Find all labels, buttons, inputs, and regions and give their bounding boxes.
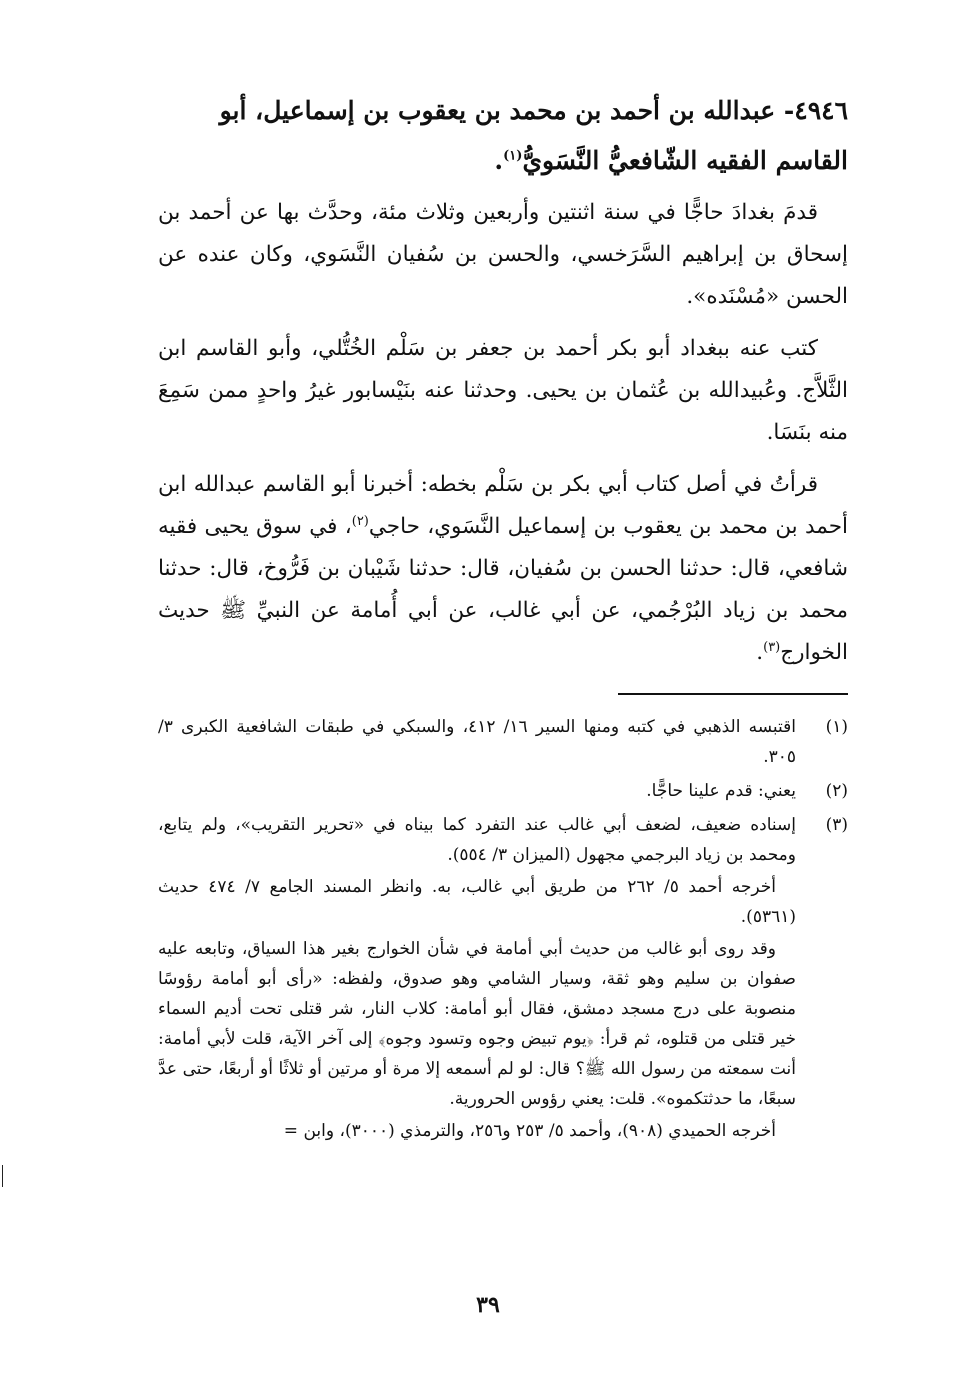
footnote-3-text-1: إسناده ضعيف، لضعف أبي غالب عند التفرد كما بيناه في «تحرير التقريب»، ولم يتابع، ومحمد بن زياد البرجمي مجهول (الميزان ٣/ ٥٥٤). xyxy=(158,815,796,865)
paragraph-3-text-a: قرأتُ في أصل كتاب أبي بكر بن سَلْم بخطه: أخبرنا أبو القاسم عبدالله ابن أحمد بن محمد بن يعقوب بن إسماعيل النَّسَوي، حاجي xyxy=(158,472,848,539)
biography-entry-heading xyxy=(158,86,848,186)
paragraph-3 xyxy=(158,464,848,674)
heading-line-1: ٤٩٤٦- عبدالله بن أحمد بن محمد بن يعقوب بن إسماعيل، أبو xyxy=(219,96,848,125)
footnote-3-number: (٣) xyxy=(825,815,848,835)
footnotes-section xyxy=(158,712,848,1150)
footnote-3-text-4: أخرجه الحميدي (٩٠٨)، وأحمد ٥/ ٢٥٣ و٢٥٦، والترمذي (٣٠٠٠)، وابن = xyxy=(283,1121,776,1141)
footnote-1-number: (١) xyxy=(825,717,848,737)
footnote-1-text: اقتبسه الذهبي في كتبه ومنها السير ١٦/ ٤١٢، والسبكي في طبقات الشافعية الكبرى ٣/ ٣٠٥. xyxy=(158,717,796,767)
paragraph-2: كتب عنه ببغداد أبو بكر أحمد بن جعفر بن سَلْم الخُتُّلي، وأبو القاسم ابن الثَّلاَّج. وعُبيدالله بن عُثمان بن يحيى. وحدثنا عنه بنَيْسابور غيرُ واحدٍ ممن سَمِعَ منه بنَسَا. xyxy=(158,336,848,445)
footnote-ref-3[interactable]: (٣) xyxy=(763,639,781,655)
footnote-3-text-2: أخرجه أحمد ٥/ ٢٦٢ من طريق أبي غالب، به. وانظر المسند الجامع ٧/ ٤٧٤ حديث (٥٣٦١). xyxy=(158,877,796,927)
footnote-2-text: يعني: قدم علينا حاجًّا. xyxy=(646,781,796,801)
heading-end: . xyxy=(494,146,504,175)
footnote-3-text-3: وقد روى أبو غالب من حديث أبي أمامة في شأن الخوارج بغير هذا السياق، وتابعه عليه صفوان بن سليم وهو ثقة، وسيار الشامي وهو صدوق، ولفظه: «رأى أبو أمامة رؤوسًا منصوبة على درج مسجد دمشق، فقال أبو أمامة: كلاب النار، شر قتلى تحت أديم السماء خير قتلى من قتلوه، ثم قرأ: ﴿يوم تبيض وجوه وتسود وجوه﴾ إلى آخر الآية، قلت لأبي أمامة: أنت سمعته من رسول الله ﷺ؟ قال: لو لم أسمعه إلا مرة أو مرتين أو ثلاثًا أو أربعًا، حتى عدَّ سبعًا، ما حدثتكموه». قلت: يعني رؤوس الحرورية. xyxy=(158,939,796,1109)
heading-line-2: القاسم الفقيه الشّافعيُّ النَّسَويُّ xyxy=(522,146,848,175)
page-number: ٣٩ xyxy=(476,1292,500,1318)
footnote-2 xyxy=(158,776,848,806)
footnote-ref-2[interactable]: (٢) xyxy=(351,513,369,529)
paragraph-3-text-b: ، في سوق يحيى فقيه شافعي، قال: حدثنا الحسن بن سُفيان، قال: حدثنا شَيْبان بن فَرُّوخ، قال: حدثنا محمد بن زياد البُرْجُمي، عن أبي غالب، عن أبي أُمامة عن النبيِّ ﷺ حديث الخوارج xyxy=(158,514,848,665)
margin-mark xyxy=(2,1165,3,1187)
main-body xyxy=(158,192,848,684)
footnote-separator xyxy=(618,693,848,695)
footnote-3 xyxy=(158,810,848,1146)
paragraph-1: قدمَ بغدادَ حاجًّا في سنة اثنتين وأربعين وثلاث مئة، وحدَّث بها عن أحمد بن إسحاق بن إبراهيم السَّرَخسي، والحسن بن سُفيان النَّسَوي، وكان عنده عن الحسن «مُسْنَده». xyxy=(158,200,848,309)
footnote-ref-1[interactable]: (١) xyxy=(503,148,523,164)
footnote-1 xyxy=(158,712,848,772)
paragraph-3-end: . xyxy=(756,640,764,665)
footnote-2-number: (٢) xyxy=(825,781,848,801)
